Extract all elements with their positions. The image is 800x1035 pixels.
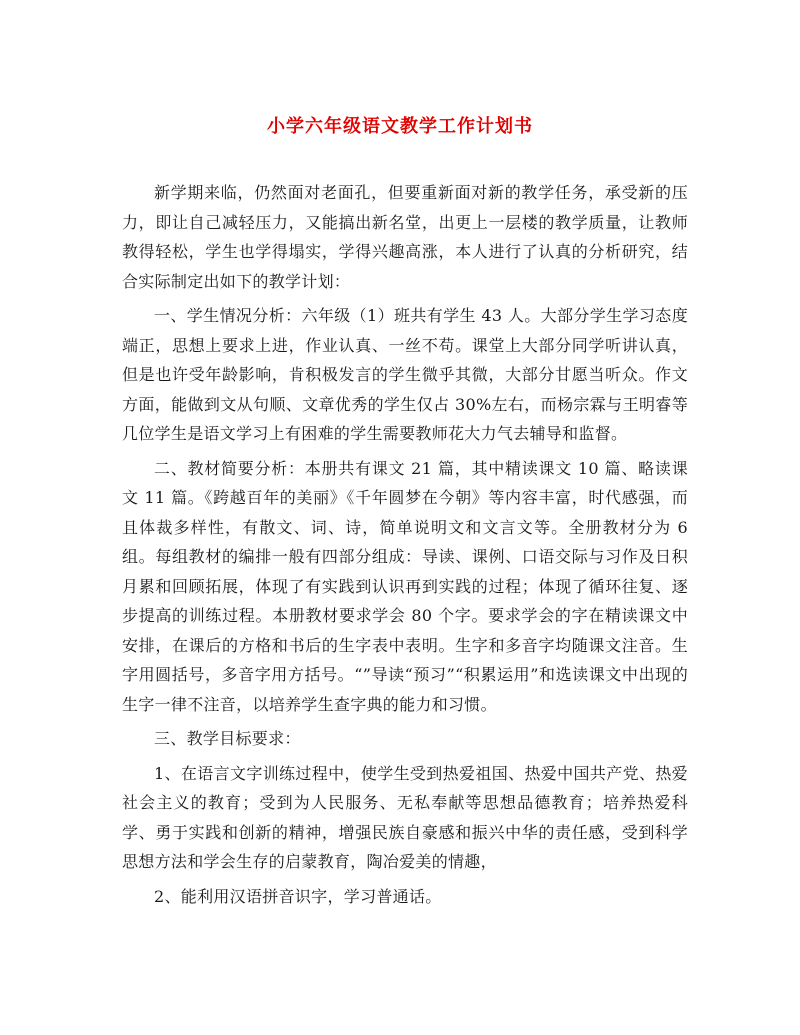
document-title: 小学六年级语文教学工作计划书 — [267, 116, 533, 137]
goal-item-1: 1、在语言文字训练过程中，使学生受到热爱祖国、热爱中国共产党、热爱社会主义的教育；受到为人民服务、无私奉献等思想品德教育；培养热爱科学、勇于实践和创新的精神，增强民族自豪感和振兴中华的责任感，受到科学思想方法和学会生存的启蒙教育，陶冶爱美的情趣， — [122, 763, 688, 871]
student-analysis-paragraph: 一、学生情况分析：六年级（1）班共有学生 43 人。大部分学生学习态度端正，思想上要求上进，作业认真、一丝不苟。课堂上大部分同学听讲认真，但是也许受年龄影响，肯积极发言的学生微乎其微，大部分甘愿当听众。作文方面，能做到文从句顺、文章优秀的学生仅占 30%左右，而杨宗霖与王明睿等几位学生是语文学习上有困难的学生需要教师花大力气去辅导和监督。 — [122, 306, 688, 443]
document-body — [122, 178, 688, 911]
teaching-goals-heading: 三、教学目标要求： — [154, 729, 301, 748]
textbook-analysis-paragraph: 二、教材简要分析：本册共有课文 21 篇，其中精读课文 10 篇、略读课文 11 篇。《跨越百年的美丽》《千年圆梦在今朝》等内容丰富，时代感强，而且体裁多样性，有散文、词、诗，简单说明文和文言文等。全册教材分为 6 组。每组教材的编排一般有四部分组成：导读、课例、口语交际与习作及日积月累和回顾拓展，体现了有实践到认识再到实践的过程；体现了循环往复、逐步提高的训练过程。本册教材要求学会 80 个字。要求学会的字在精读课文中安排，在课后的方格和书后的生字表中表明。生字和多音字均随课文注音。生字用圆括号，多音字用方括号。“”导读“预习”“积累运用”和选读课文中出现的生字一律不注音，以培养学生查字典的能力和习惯。 — [122, 458, 688, 714]
intro-paragraph: 新学期来临，仍然面对老面孔，但要重新面对新的教学任务，承受新的压力，即让自己减轻压力，又能搞出新名堂，出更上一层楼的教学质量，让教师教得轻松，学生也学得塌实，学得兴趣高涨，本人进行了认真的分析研究，结合实际制定出如下的教学计划： — [122, 183, 688, 291]
goal-item-2: 2、能利用汉语拼音识字，学习普通话。 — [154, 886, 442, 906]
